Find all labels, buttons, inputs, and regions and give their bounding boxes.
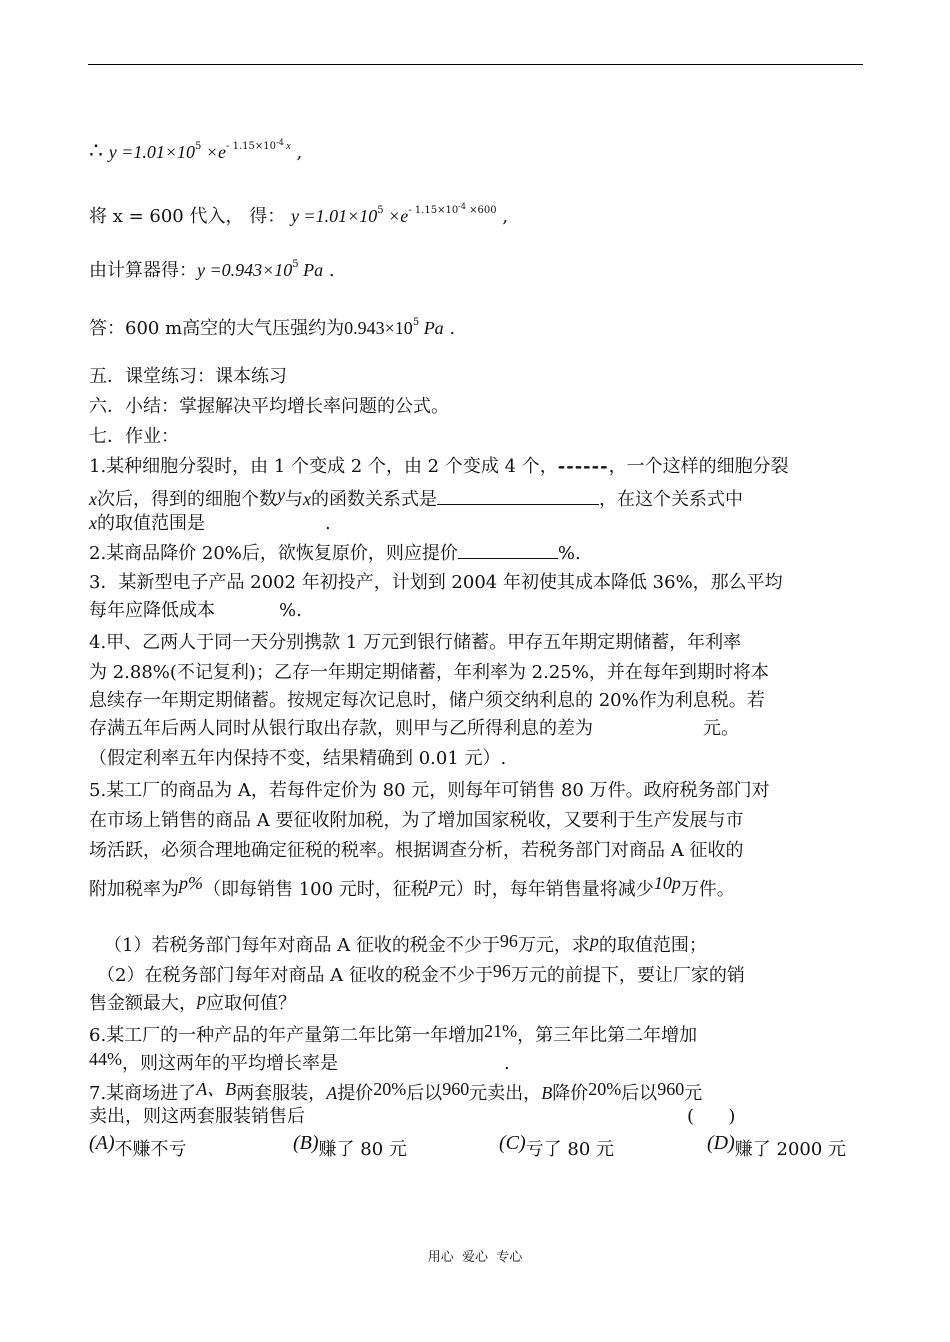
q5-line1: 5.某工厂的商品为 A，若每件定价为 80 元，则每年可销售 80 万件。政府税务部门对 bbox=[89, 780, 770, 801]
answer-line: 答：600 m高空的大气压强约为$0.943\times 10^5$ Pa . bbox=[89, 317, 456, 339]
q2-answer-blank[interactable] bbox=[458, 540, 558, 559]
q5-line4: 附加税率为p%（即每销售 100 元时，征税p元）时，每年销售量将减少10p万件。 bbox=[89, 873, 735, 900]
page-footer: 用心 爱心 专心 bbox=[427, 1250, 523, 1265]
section-7: 七．作业： bbox=[89, 426, 179, 447]
q7-option-a[interactable]: (A)不赚不亏 bbox=[89, 1132, 187, 1160]
q1-line1: 1.某种细胞分裂时，由 1 个变成 2 个，由 2 个变成 4 个，------，一个这样的细胞分裂 bbox=[89, 456, 789, 477]
q5-sub1: （1）若税务部门每年对商品 A 征收的税金不少于96万元，求p的取值范围； bbox=[104, 931, 707, 956]
q4-line4: 存满五年后两人同时从银行取出存款，则甲与乙所得利息的差为 元。 bbox=[89, 718, 739, 739]
q4-line3: 息续存一年期定期储蓄。按规定每次记息时，储户须交纳利息的 20%作为利息税。若 bbox=[89, 690, 765, 711]
section-5: 五．课堂练习：课本练习 bbox=[89, 366, 287, 387]
q5-line3: 场活跃，必须合理地确定征税的税率。根据调查分析，若税务部门对商品 A 征收的 bbox=[89, 840, 744, 861]
q3-line1: 3．某新型电子产品 2002 年初投产，计划到 2004 年初使其成本降低 36%，那么平均 bbox=[89, 572, 783, 593]
q5-sub2-cont: 售金额最大，p应取何值？ bbox=[89, 989, 296, 1014]
q3-line2: 每年应降低成本 %. bbox=[89, 600, 302, 621]
q6-line1: 6.某工厂的一种产品的年产量第二年比第一年增加21%，第三年比第二年增加 bbox=[89, 1021, 698, 1046]
header-rule bbox=[88, 64, 863, 65]
substitution-line: 将 x = 600 代入， 得： $y =1.01\times 10^5 \times e^{- 1.15\times 10^{-4} \times 600}$ , bbox=[89, 202, 509, 227]
q7-answer-paren[interactable]: ( ) bbox=[687, 1106, 736, 1127]
q7-line1: 7.某商场进了A、B两套服装，A提价20%后以960元卖出，B降价20%后以960元 bbox=[89, 1079, 703, 1104]
q7-line2: 卖出，则这两套服装销售后 ( ) bbox=[89, 1104, 771, 1130]
q1-line3: x的取值范围是 . bbox=[89, 513, 331, 534]
q7-option-b[interactable]: (B)赚了 80 元 bbox=[293, 1132, 407, 1160]
q5-sub2: （2）在税务部门每年对商品 A 征收的税金不少于96万元的前提下，要让厂家的销 bbox=[97, 961, 745, 986]
q5-line2: 在市场上销售的商品 A 要征收附加税，为了增加国家税收，又要利于生产发展与市 bbox=[89, 810, 744, 831]
q4-line2: 为 2.88%(不记复利)；乙存一年期定期储蓄，年利率为 2.25%，并在每年到期时将本 bbox=[89, 662, 769, 683]
calculator-line: 由计算器得：$y =0.943\times 10^5$ Pa . bbox=[89, 259, 335, 281]
q6-line2: 44%，则这两年的平均增长率是 . bbox=[89, 1049, 510, 1074]
q7-option-d[interactable]: (D)赚了 2000 元 bbox=[707, 1132, 847, 1160]
q1-answer-blank[interactable] bbox=[437, 486, 599, 505]
q1-line2: x次后，得到的细胞个数y与x的函数关系式是 ，在这个关系式中 bbox=[89, 485, 743, 510]
q7-option-c[interactable]: (C)亏了 80 元 bbox=[499, 1132, 615, 1160]
q2-line: 2.某商品降价 20%后，欲恢复原价，则应提价 %. bbox=[89, 540, 581, 567]
section-6: 六．小结：掌握解决平均增长率问题的公式。 bbox=[89, 396, 449, 417]
q4-line1: 4.甲、乙两人于同一天分别携款 1 万元到银行储蓄。甲存五年期定期储蓄，年利率 bbox=[89, 632, 742, 653]
formula-therefore: ∴ $y =1.01\times 10^5 \times e^{- 1.15\times 10^{-4} x}$ , bbox=[89, 138, 303, 164]
q4-line5: （假定利率五年内保持不变，结果精确到 0.01 元）. bbox=[89, 748, 507, 769]
